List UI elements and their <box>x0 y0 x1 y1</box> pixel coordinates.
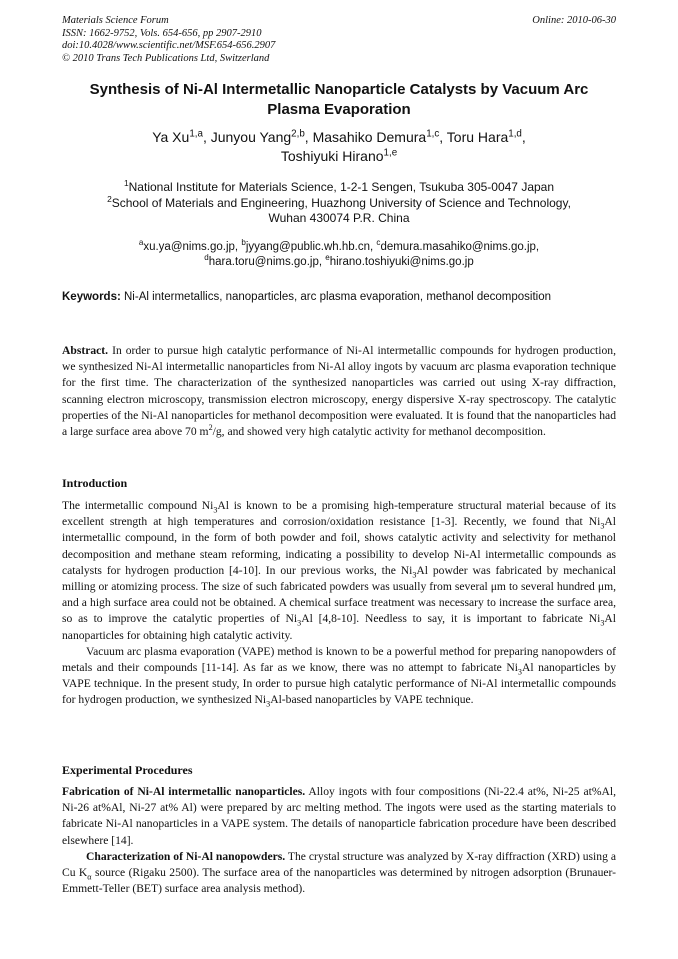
email-list <box>62 240 616 270</box>
abstract-text-end: /g, and showed very high catalytic activity for methanol decomposition. <box>212 425 546 439</box>
introduction-section <box>62 498 616 709</box>
affiliation-text: School of Materials and Engineering, Huazhong University of Science and Technology, <box>111 195 571 210</box>
author-superscript: 1,d <box>508 128 522 140</box>
email-letter: c <box>376 238 381 248</box>
email-link[interactable]: demura.masahiko@nims.go.jp, <box>380 241 540 253</box>
email-link[interactable]: hirano.toshiyuki@nims.go.jp <box>329 256 474 268</box>
title-line-2: Plasma Evaporation <box>267 100 411 118</box>
author-superscript: 2,b <box>291 128 305 140</box>
text-run: Al nanoparticles for obtaining high catalytic activity. <box>62 612 616 642</box>
subscript: 3 <box>213 505 218 515</box>
title-line-1: Synthesis of Ni-Al Intermetallic Nanoparticle Catalysts by Vacuum Arc <box>89 81 589 98</box>
author-name: Toshiyuki Hirano <box>280 148 384 164</box>
text-run: The intermetallic compound Ni <box>62 499 214 512</box>
text-run: Al nanoparticles by VAPE technique. In the present study, In order to pursue high catalytic performance of Ni-Al intermetallic compounds for hydrogen production, we synthesized Ni <box>62 661 616 707</box>
affiliation-text: National Institute for Materials Science, 1-2-1 Sengen, Tsukuba 305-0047 Japan <box>128 180 555 194</box>
affiliations <box>62 180 616 227</box>
affiliation-number: 2 <box>107 193 112 204</box>
journal-header <box>62 15 616 65</box>
abstract-paragraph <box>62 343 616 440</box>
subscript: 3 <box>297 618 302 628</box>
online-date: Online: 2010-06-30 <box>532 15 616 26</box>
introduction-heading: Introduction <box>62 476 128 490</box>
text-run: Al powder was fabricated by mechanical milling or atomizing process. The size of such fabricated powders was usually from several μm to several hundred μm, and a high surface area could not be obtained. A chemical surface treatment was necessary to increase the surface area, so as to improve the catalytic properties of Ni <box>62 563 616 626</box>
email-letter: e <box>325 253 330 263</box>
text-run: Al is known to be a promising high-temperature structural material because of its excellent strength at high temperatures and corrosion/oxidation resistance [1-3]. Recently, we found that Ni <box>62 499 616 529</box>
doi-line: doi:10.4028/www.scientific.net/MSF.654-656.2907 <box>62 40 276 51</box>
subscript: 3 <box>266 699 271 709</box>
email-line-2 <box>62 255 616 270</box>
text-run: Al intermetallic compound, in the form of both powder and foil, shows catalytic activity and selectivity for methanol decomposition and methane steam reforming, indicating a possibility to develop Ni-Al intermetallic compounds as catalysts for hydrogen production [4-10]. In our previous works, the Ni <box>62 515 616 577</box>
issn-line: ISSN: 1662-9752, Vols. 654-656, pp 2907-2910 <box>62 27 262 39</box>
email-letter: d <box>204 253 209 263</box>
subscript: 3 <box>517 667 522 677</box>
author-list <box>62 128 616 166</box>
paragraph-label: Fabrication of Ni-Al intermetallic nanoparticles. <box>62 785 306 798</box>
email-link[interactable]: hara.toru@nims.go.jp, <box>208 256 323 268</box>
author-superscript: 1,a <box>189 128 203 140</box>
subscript: 3 <box>600 521 605 531</box>
text-run: source (Rigaku 2500). The surface area of the nanoparticles was determined by nitrogen adsorption (Brunauer-Emmett-Teller (BET) surface area analysis method). <box>62 866 617 896</box>
author-superscript: 1,c <box>426 128 440 140</box>
email-link[interactable]: xu.ya@nims.go.jp, <box>143 241 239 253</box>
email-letter: b <box>241 238 246 248</box>
author-name: Masahiko Demura <box>312 129 427 145</box>
email-link[interactable]: jyyang@public.wh.hb.cn, <box>245 241 374 253</box>
journal-name: Materials Science Forum <box>62 15 169 26</box>
keywords-label: Keywords: <box>62 291 121 303</box>
subscript: 3 <box>600 618 605 628</box>
experimental-section <box>62 784 616 897</box>
keywords-text: Ni-Al intermetallics, nanoparticles, arc plasma evaporation, methanol decomposition <box>124 291 551 303</box>
email-line-1 <box>62 240 616 255</box>
abstract-section <box>62 343 616 440</box>
email-letter: a <box>138 238 144 248</box>
superscript: 2 <box>208 423 213 433</box>
author-name: Ya Xu <box>152 129 190 145</box>
exp-paragraph-2 <box>62 849 616 898</box>
text-run: Alloy ingots with four compositions (Ni-22.4 at%, Ni-25 at%Al, Ni-26 at%Al, Ni-27 at% Al) were prepared by arc melting method. The ingots were used as the starting materials to fabricate Ni-Al nanoparticles in a VAPE system. The details of nanoparticle fabrication procedure have been described elsewhere [14]. <box>62 785 616 847</box>
author-name: Junyou Yang <box>210 129 292 145</box>
copyright-line: © 2010 Trans Tech Publications Ltd, Switzerland <box>62 52 270 64</box>
text-run: Al-based nanoparticles by VAPE technique. <box>270 693 474 707</box>
paper-title <box>62 80 616 119</box>
affiliation-2-cont: Wuhan 430074 P.R. China <box>268 211 410 225</box>
affiliation-number: 1 <box>123 178 129 188</box>
author-line-1: Ya Xu$^{1,a}$, Junyou Yang$^{2,b}$, Masahiko Demura$^{1,c}$, Toru Hara$^{1,d}$, <box>152 128 526 145</box>
author-superscript: 1,e <box>383 147 398 159</box>
text-run: The crystal structure was analyzed by X-ray diffraction (XRD) using a Cu K <box>62 849 616 880</box>
author-name: Toru Hara <box>446 129 509 145</box>
affiliation-2 <box>62 193 616 212</box>
affiliation-1 <box>62 180 616 196</box>
intro-paragraph-2 <box>62 644 616 709</box>
intro-paragraph-1 <box>62 498 616 644</box>
abstract-text: In order to pursue high catalytic performance of Ni-Al intermetallic compounds for hydrogen production, we synthesized Ni-Al intermetallic nanoparticles from Ni-Al alloy ingots by vacuum arc plasma evaporation technique for the first time. The characterization of the synthesized nanoparticles was carried out using X-ray diffraction, scanning electron microscopy, transmission electron microscopy, energy dispersive X-ray spectroscopy. The catalytic properties of the Ni-Al nanoparticles for methanol decomposition were evaluated. It is found that the nanoparticles had a large surface area above 70 m <box>62 344 616 439</box>
abstract-label: Abstract. <box>62 344 109 357</box>
text-run: Al [4,8-10]. Needless to say, it is important to fabricate Ni <box>301 612 601 626</box>
exp-paragraph-1 <box>62 784 616 849</box>
keywords <box>62 290 616 305</box>
experimental-heading: Experimental Procedures <box>62 763 193 777</box>
paragraph-label: Characterization of Ni-Al nanopowders. <box>86 849 286 863</box>
author-line-2 <box>62 147 616 166</box>
text-run: Vacuum arc plasma evaporation (VAPE) method is known to be a powerful method for preparing nanopowders of metals and their compounds [11-14]. As far as we know, there was no attempt to fabricate Ni <box>62 644 616 675</box>
subscript: 3 <box>412 570 417 580</box>
subscript: α <box>87 872 92 882</box>
